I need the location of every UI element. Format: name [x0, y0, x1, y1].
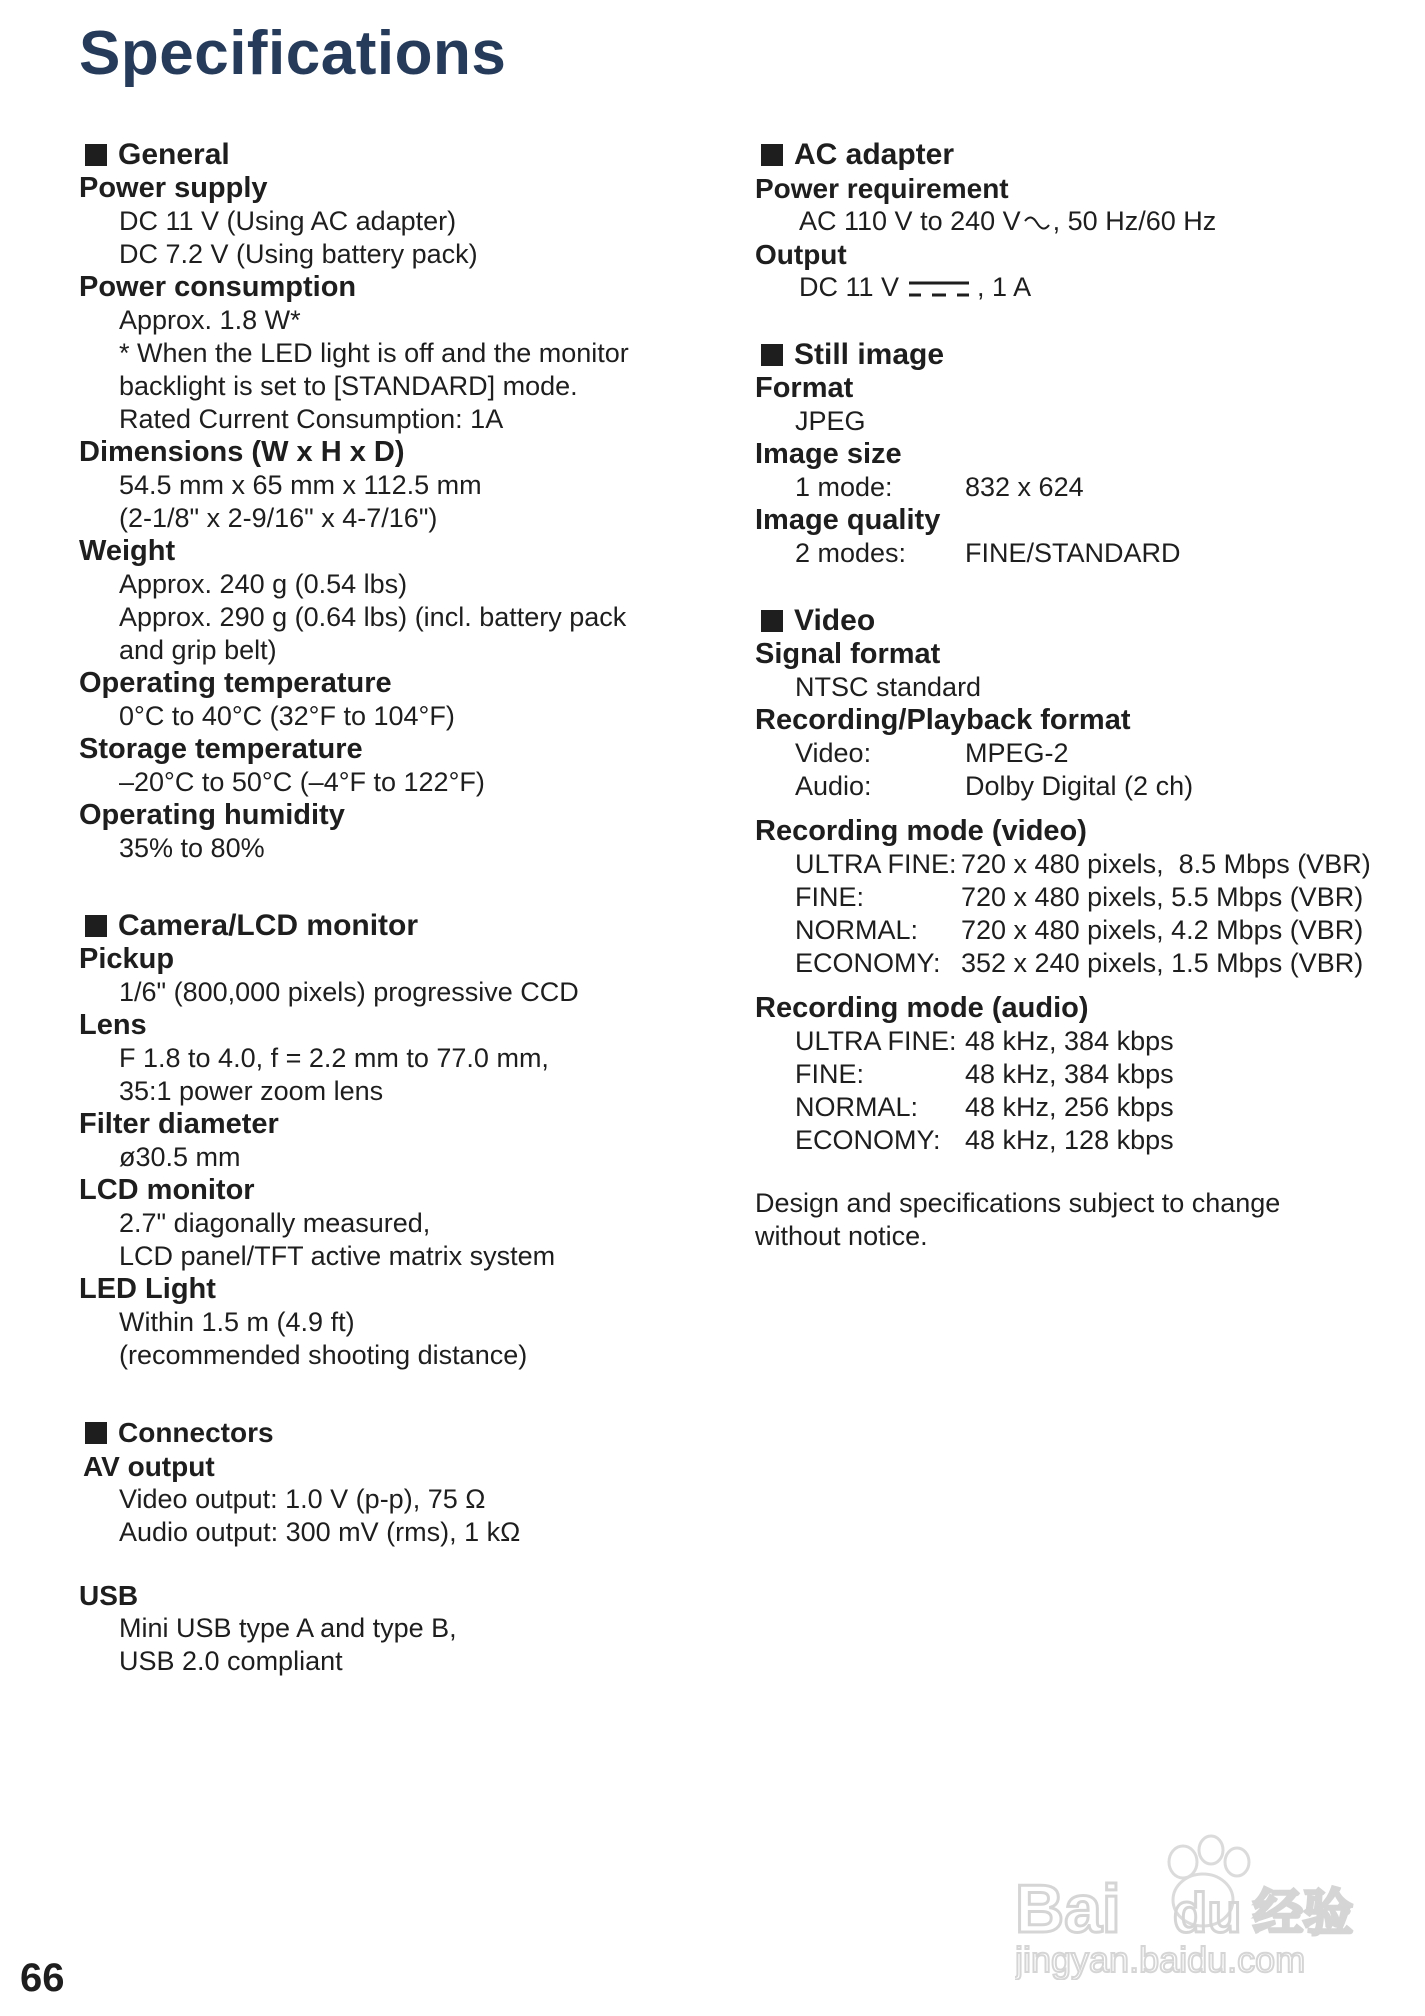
power-consumption-line: Rated Current Consumption: 1A: [119, 404, 504, 434]
rec-format-label: Recording/Playback format: [755, 704, 1131, 736]
power-supply-label: Power supply: [79, 172, 268, 204]
lcd-line: 2.7" diagonally measured,: [119, 1208, 431, 1238]
pickup-value: 1/6" (800,000 pixels) progressive CCD: [119, 977, 579, 1007]
weight-line: Approx. 290 g (0.64 lbs) (incl. battery pack: [119, 602, 627, 632]
square-bullet-icon: [85, 1422, 107, 1444]
rec-video-row: FINE: 720 x 480 pixels, 5.5 Mbps (VBR): [795, 882, 1364, 912]
svg-text:Bai: Bai: [1015, 1871, 1121, 1947]
power-consumption-line: Approx. 1.8 W*: [119, 305, 301, 335]
format-label: Format: [755, 372, 854, 404]
dimensions-line: (2-1/8" x 2-9/16" x 4-7/16"): [119, 503, 438, 533]
camera-section: [79, 909, 719, 1372]
rec-audio-row: NORMAL: 48 kHz, 256 kbps: [795, 1092, 1174, 1122]
rec-audio-row: ULTRA FINE: 48 kHz, 384 kbps: [795, 1026, 1174, 1056]
square-bullet-icon: [85, 915, 107, 937]
rec-format-row: Audio: Dolby Digital (2 ch): [795, 771, 1194, 801]
lcd-label: LCD monitor: [79, 1174, 255, 1206]
disclaimer-note: without notice.: [755, 1221, 928, 1251]
video-section: [755, 604, 1395, 1157]
lens-line: 35:1 power zoom lens: [119, 1076, 384, 1106]
pickup-label: Pickup: [79, 943, 175, 975]
weight-line: Approx. 240 g (0.54 lbs): [119, 569, 408, 599]
image-size-label: Image size: [755, 438, 902, 470]
dimensions-label: Dimensions (W x H x D): [79, 436, 405, 468]
power-requirement-label: Power requirement: [755, 173, 1009, 204]
rec-video-label: Recording mode (video): [755, 815, 1087, 847]
baidu-watermark-logo: [1015, 1820, 1360, 1980]
svg-text:jingyan.baidu.com: jingyan.baidu.com: [1015, 1939, 1306, 1980]
led-label: LED Light: [79, 1273, 216, 1305]
led-line: (recommended shooting distance): [119, 1340, 528, 1370]
ac-adapter-heading: AC adapter: [755, 138, 1395, 172]
still-image-heading: Still image: [755, 338, 1395, 372]
rec-audio-row: ECONOMY: 48 kHz, 128 kbps: [795, 1125, 1174, 1155]
connectors-heading: Connectors: [79, 1416, 719, 1450]
image-size-row: 1 mode: 832 x 624: [795, 472, 1084, 502]
rec-audio-label: Recording mode (audio): [755, 992, 1089, 1024]
camera-heading: Camera/LCD monitor: [79, 909, 719, 943]
power-supply-line: DC 7.2 V (Using battery pack): [119, 239, 478, 269]
filter-value: ø30.5 mm: [119, 1142, 241, 1172]
right-column: [755, 138, 1395, 1253]
rec-audio-row: FINE: 48 kHz, 384 kbps: [795, 1059, 1174, 1089]
dimensions-line: 54.5 mm x 65 mm x 112.5 mm: [119, 470, 482, 500]
power-requirement-value: AC 110 V to 240 V , 50 Hz/60 Hz: [799, 206, 1217, 236]
lcd-line: LCD panel/TFT active matrix system: [119, 1241, 556, 1271]
op-temp-label: Operating temperature: [79, 667, 392, 699]
connectors-section: [79, 1416, 719, 1678]
rec-video-row: ULTRA FINE: 720 x 480 pixels, 8.5 Mbps (VBR): [795, 849, 1371, 879]
power-consumption-note: backlight is set to [STANDARD] mode.: [119, 371, 578, 401]
disclaimer-note: Design and specifications subject to change: [755, 1188, 1281, 1218]
av-output-line: Video output: 1.0 V (p-p), 75 Ω: [119, 1484, 486, 1514]
ac-symbol-icon: [1023, 215, 1051, 231]
output-label: Output: [755, 239, 847, 270]
general-section: [79, 138, 719, 865]
usb-label: USB: [79, 1580, 139, 1611]
page-number: 66: [20, 1956, 65, 2000]
dc-symbol-icon: [907, 279, 971, 299]
image-quality-row: 2 modes: FINE/STANDARD: [795, 538, 1181, 568]
usb-line: Mini USB type A and type B,: [119, 1613, 457, 1643]
format-value: JPEG: [795, 406, 866, 436]
square-bullet-icon: [761, 344, 783, 366]
rec-format-row: Video: MPEG-2: [795, 738, 1069, 768]
filter-label: Filter diameter: [79, 1108, 279, 1140]
op-humidity-value: 35% to 80%: [119, 833, 265, 863]
weight-line: and grip belt): [119, 635, 277, 665]
ac-adapter-section: [755, 138, 1395, 304]
left-column: [79, 138, 719, 1678]
weight-label: Weight: [79, 535, 176, 567]
page-title: Specifications: [79, 19, 507, 88]
video-heading: Video: [755, 604, 1395, 638]
output-value: DC 11 V , 1 A: [799, 272, 1032, 302]
still-image-section: [755, 338, 1395, 570]
usb-line: USB 2.0 compliant: [119, 1646, 343, 1676]
rec-video-row: ECONOMY: 352 x 240 pixels, 1.5 Mbps (VBR): [795, 948, 1364, 978]
lens-line: F 1.8 to 4.0, f = 2.2 mm to 77.0 mm,: [119, 1043, 549, 1073]
square-bullet-icon: [761, 144, 783, 166]
lens-label: Lens: [79, 1009, 147, 1041]
power-supply-line: DC 11 V (Using AC adapter): [119, 206, 457, 236]
signal-format-label: Signal format: [755, 638, 941, 670]
av-output-label: AV output: [83, 1451, 215, 1482]
led-line: Within 1.5 m (4.9 ft): [119, 1307, 355, 1337]
av-output-line: Audio output: 300 mV (rms), 1 kΩ: [119, 1517, 521, 1547]
power-consumption-note: * When the LED light is off and the monitor: [119, 338, 629, 368]
square-bullet-icon: [85, 144, 107, 166]
svg-text:经验: 经验: [1253, 1884, 1353, 1942]
square-bullet-icon: [761, 610, 783, 632]
op-humidity-label: Operating humidity: [79, 799, 345, 831]
storage-temp-label: Storage temperature: [79, 733, 363, 765]
op-temp-value: 0°C to 40°C (32°F to 104°F): [119, 701, 455, 731]
rec-video-row: NORMAL: 720 x 480 pixels, 4.2 Mbps (VBR): [795, 915, 1364, 945]
storage-temp-value: –20°C to 50°C (–4°F to 122°F): [119, 767, 485, 797]
general-heading: General: [79, 138, 719, 172]
image-quality-label: Image quality: [755, 504, 941, 536]
power-consumption-label: Power consumption: [79, 271, 357, 303]
svg-text:du: du: [1173, 1881, 1242, 1944]
signal-format-value: NTSC standard: [795, 672, 982, 702]
